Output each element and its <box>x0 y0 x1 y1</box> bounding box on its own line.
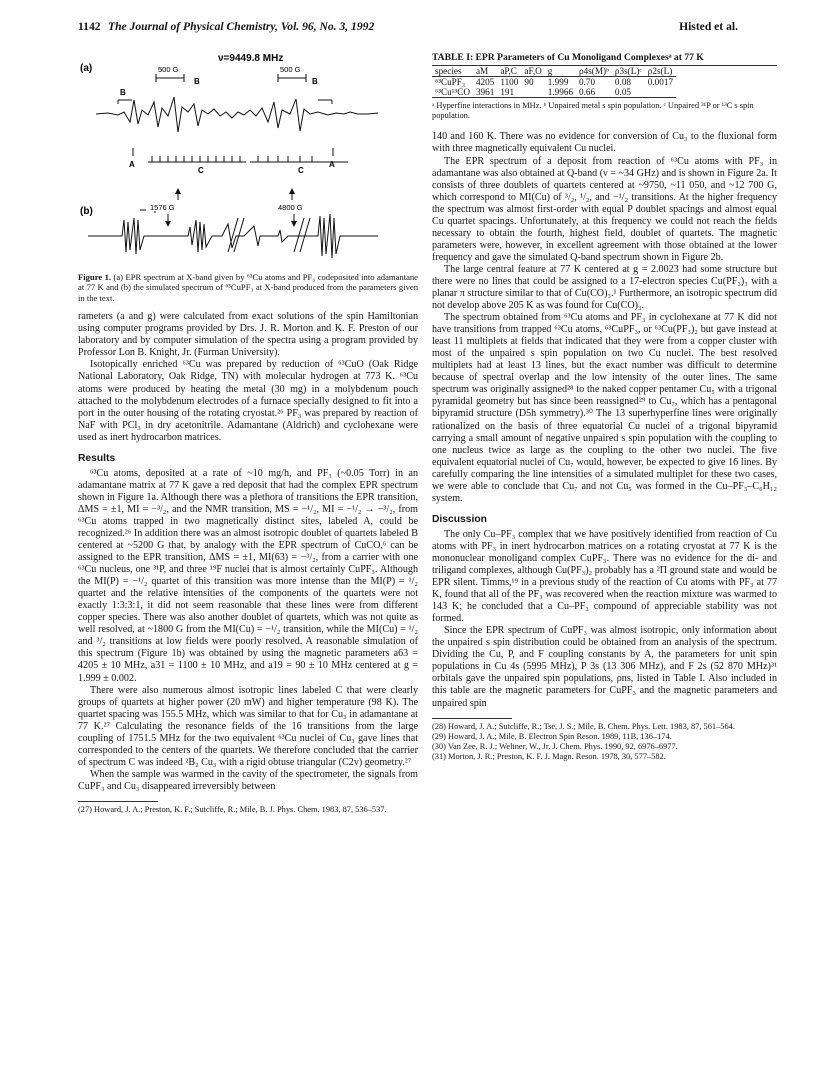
table-header-cell: g <box>547 66 553 76</box>
panel-a-label: (a) <box>80 63 93 74</box>
reference-item: (31) Morton, J. R.; Preston, K. F. J. Magn. Reson. 1978, 30, 577–582. <box>432 752 666 762</box>
table-cell: ⁶³Cu¹³CO <box>435 87 470 97</box>
epr-parameters-table <box>432 66 676 98</box>
table-cell: 90 <box>524 77 534 87</box>
reference-item: (27) Howard, J. A.; Preston, K. F.; Sutcliffe, R.; Mile, B. J. Phys. Chem. 1983, 87, 536–537. <box>78 805 387 814</box>
table-header-row <box>432 66 676 77</box>
label-C-2: C <box>298 166 304 175</box>
reference-item: (30) Van Zee, R. J.; Weltner, W., Jr. J. Chem. Phys. 1990, 92, 6976–6977. <box>432 742 678 752</box>
label-B-2: B <box>120 88 126 97</box>
table-header-cell: ρ2s(L) <box>647 66 673 76</box>
table-cell: 1.999 <box>547 77 569 87</box>
table-cell <box>645 87 676 98</box>
table-cell: 0.70 <box>579 77 596 87</box>
running-authors: Histed et al. <box>679 20 738 33</box>
results-paragraph: There were also numerous almost isotropic lines labeled C that were clearly groups of quartets at higher power (20 mW) and higher temperature (98 K). The quartet spacing was 155.5 MHz, which was similar to that for Cu₃ in adamantane at 77 K.²⁷ Calculating the resonance fields of the 16 transitions from the large coupling of 1751.5 MHz for the two equivalent ⁶³Cu nuclei of Cu₃ gave lines that corresponded to the centers of the quartets. We therefore concluded that the carrier of spectrum C was indeed ²B₂ Cu₃ with a rigid obtuse triangular (C2v) geometry.²⁷ <box>78 684 418 768</box>
table-footnote: ᵃ Hyperfine interactions in MHz. ᵇ Unpaired metal s spin population. ᶜ Unpaired ³¹P or ¹³C s spin population. <box>432 101 754 121</box>
table-cell <box>521 87 544 98</box>
panel-b-label: (b) <box>80 206 93 217</box>
label-B-3: B <box>312 77 318 86</box>
scale-bar-label-b1: 1576 G <box>150 203 175 212</box>
footnote-rule <box>78 801 158 802</box>
label-C-1: C <box>198 166 204 175</box>
figure-caption-label: Figure 1. <box>78 272 112 282</box>
table-cell: 0.08 <box>614 77 631 87</box>
table-cell: 191 <box>500 87 515 97</box>
table-header-cell: aP,C <box>500 66 517 76</box>
figure-1-epr-spectrum <box>78 52 418 267</box>
results-paragraph: When the sample was warmed in the cavity of the spectrometer, the signals from CuPF₃ and Cu₃ disappeared irreversibly between <box>78 768 418 792</box>
table-header-cell: aM <box>475 66 489 76</box>
table-cell: 0.0017 <box>647 77 674 87</box>
table-cell: 0.66 <box>579 87 596 97</box>
reference-item: (28) Howard, J. A.; Sutcliffe, R.; Tse, J. S.; Mile, B. Chem. Phys. Lett. 1983, 87, 561–564. <box>432 721 735 731</box>
page-number: 1142 <box>78 20 101 33</box>
discussion-paragraph: The only Cu–PF₃ complex that we have positively identified from reaction of Cu atoms with PF₃ in inert hydrocarbon matrices on a rotating cryostat at 77 K is the mononuclear monoligand complex CuPF₃. There was no evidence for the di- and triligand complexes, although Cu(PF₃)₂ probably has a ²Π ground state and would be EPR silent. Timms,¹⁹ in a previous study of the reaction of Cu atoms with PF₃ at 77 K, found that all of the PF₃ was recovered when the reaction mixture was warmed to 143 K; he concluded that a Cu–PF₃ compound of appreciable stability was not formed. <box>432 528 777 625</box>
label-A-2: A <box>329 160 335 169</box>
table-cell: 1100 <box>500 77 519 87</box>
right-paragraph: 140 and 160 K. There was no evidence for conversion of Cu₃ to the fluxional form with three magnetically equivalent Cu nuclei. <box>432 131 777 155</box>
left-column <box>78 52 418 815</box>
discussion-paragraph: Since the EPR spectrum of CuPF₃ was almost isotropic, only information about the unpaired s spin distribution could be obtained from an analysis of the spectrum. Dividing the Cu, P, and F coupling constants by A, the parameters for unit spin populations in Cu 4s (5995 MHz), P 3s (13 306 MHz), and F 2s (52 870 MHz)³¹ orbitals gave the unpaired spin populations, ρns, listed in Table I. Also included in this table are the magnetic parameters for CuPF₃ and the magnetic parameters and unpaired spin <box>432 625 777 709</box>
table-row <box>432 87 676 98</box>
table-header-cell: ρ4s(M)ᵇ <box>579 66 609 76</box>
table-row <box>432 77 676 88</box>
label-B-1: B <box>194 77 200 86</box>
table-cell: 4205 <box>475 77 495 87</box>
label-A-1: A <box>129 160 135 169</box>
section-heading-results: Results <box>78 452 116 464</box>
right-paragraph: The EPR spectrum of a deposit from reaction of ⁶³Cu atoms with PF₃ in adamantane was also obtained at Q-band (ν = ~34 GHz) and is shown in Figure 2a. It consists of three doublets of quartets centered at ~9750, ~11 050, and ~12 700 G, which correspond to MI(Cu) of ³/₂, ¹/₂, and −¹/₂ transitions. At the higher frequency the spectrum was almost first-order with equal P doublet spacings and almost equal Cu quartet spacings. Unfortunately, at this frequency we could not reach the fields necessary to obtain the fourth, highest field, doublet of quartets. The magnetic parameters were, however, in excellent agreement with those obtained at the lower frequency and gave the simulated Q-band spectrum shown in Figure 2b. <box>432 155 777 263</box>
right-column <box>432 52 777 763</box>
table-cell: 1.9966 <box>547 87 574 97</box>
section-heading-discussion: Discussion <box>432 513 487 525</box>
table-cell: 3961 <box>475 87 495 97</box>
right-paragraph: The spectrum obtained from ⁶³Cu atoms and PF₃ in cyclohexane at 77 K did not have transitions from trapped ⁶³Cu atoms, ⁶³CuPF₃, or ⁶³Cu(PF₃)₂ but gave instead at least 11 multiplets at fields that indicated that they were from a copper cluster with most of the unpaired s spin population on two Cu nuclei. The best resolved multiplets had at least 13 lines, but the exact number was difficult to determine because of spectral overlap and the low intensity of the outer lines. The same spectrum was originally assigned²⁸ to the naked copper pentamer Cu₅ with a trigonal pyramidal geometry but has since been reassigned²⁹ to Cu₇, which has a pentagonal bipyramid structure (D5h symmetry).³⁰ The 13 superhyperfine lines were originally rationalized on the basis of three equatorial Cu nuclei of a trigonal bipyramid carrying a small amount of negative unpaired s spin population with the coupling to one nucleus twice as large as the coupling to the other two nuclei. The five equivalent equatorial nuclei of Cu₇ would, however, be expected to give 16 lines. By carefully comparing the line intensities of a simulated multiplet for these two cases, we were able to conclude that Cu₇ and not Cu₅ was formed in the Cu–PF₃–C₆H₁₂ system. <box>432 312 777 504</box>
table-title: TABLE I: EPR Parameters of Cu Monoligand Complexesᵃ at 77 K <box>432 52 704 63</box>
journal-citation: The Journal of Physical Chemistry, Vol. 96, No. 3, 1992 <box>108 20 375 33</box>
scale-bar-label-b2: 4800 G <box>278 203 303 212</box>
table-header-cell: aF,O <box>524 66 542 76</box>
reference-item: (29) Howard, J. A.; Mile, B. Electron Spin Reson. 1989, 11B, 136–174. <box>432 731 672 741</box>
figure-frequency-label: ν=9449.8 MHz <box>218 53 284 64</box>
footnote-rule <box>432 718 512 719</box>
figure-caption-text: (a) EPR spectrum at X-band given by ⁶³Cu atoms and PF₃ codeposited into adamantane at 77 K and (b) the simulated spectrum of ⁶³CuPF₃ at X-band produced from the parameters given in the text. <box>78 272 418 303</box>
right-paragraph: The large central feature at 77 K centered at g = 2.0023 had some structure but there were no lines that could be assigned to a 17-electron species Cu(PF₃)₃ with a planar π structure similar to that of Cu(CO)₃.¹ Furthermore, an isotropic spectrum did not develop above 205 K as was found for Cu(CO)₃. <box>432 263 777 312</box>
left-paragraph: Isotopically enriched ⁶³Cu was prepared by reduction of ⁶³CuO (Oak Ridge National Laboratory, Oak Ridge, TN) with molecular hydrogen at 773 K. ⁶³Cu atoms were produced by heating the metal (30 mg) in a molybdenum pouch attached to the molybdenum electrodes of a furnace specially designed to fit into a port in the outer housing of the rotating cryostat.²⁶ PF₃ was prepared by reaction of NaF with PCl₃ in dry acetonitrile. Adamantane (Aldrich) and cyclohexane were used as inert hydrocarbon matrices. <box>78 359 418 443</box>
table-header-cell: ρ3s(L)ᶜ <box>614 66 642 76</box>
scale-bar-label-2: 500 G <box>280 65 301 74</box>
figure-caption <box>78 272 418 303</box>
table-cell: ⁶³CuPF₃ <box>435 77 466 87</box>
table-cell: 0.05 <box>614 87 631 97</box>
table-header-cell: species <box>435 66 462 76</box>
running-header <box>78 20 738 38</box>
left-paragraph: rameters (a and g) were calculated from exact solutions of the spin Hamiltonian using computer programs provided by Drs. J. R. Morton and K. F. Preston of our laboratory and by computer simulation of the spectra using a program provided by Professor Lon B. Knight, Jr. (Furman University). <box>78 311 418 359</box>
results-paragraph: ⁶³Cu atoms, deposited at a rate of ~10 mg/h, and PF₃ (~0.05 Torr) in an adamantane matrix at 77 K gave a red deposit that had the complex EPR spectrum shown in Figure 1a. Although there was a plethora of transitions the EPR transition, ΔMS = ±1, MI = −³/₂, and the NMR transition, MS = −¹/₂, MI = −¹/₂ → −³/₂, from ⁶³Cu atoms trapped in two magnetically distinct sites, labeled A, could be recognized.²⁶ In addition there was an almost isotropic doublet of quartets labeled B centered at ~5200 G that, by analogy with the EPR spectrum of CuCO,⁶ can be assigned to the EPR transition, ΔMS = ±1, MI(63) = −³/₂, from a carrier with one ⁶³Cu nucleus, one ³¹P, and three ¹⁹F nuclei that is almost certainly CuPF₃. Although the MI(P) = −¹/₂ quartet of this transition was more intense than the MI(P) = ¹/₂ quartet and the relative intensities of the components of the quartets were not exactly 1:3:3:1, it did not seem reasonable that these lines were from different copper species. There was also another doublet of quartets, which was not quite as well resolved, at ~1800 G from the MI(Cu) = −¹/₂ transition, while the MI(Cu) = ¹/₂ and ³/₂ transitions at low fields were poorly resolved. A reasonable simulation of this spectrum (Figure 1b) was obtained by using the magnetic parameters a63 = 4205 ± 10 MHz, a31 = 1100 ± 10 MHz, and a19 = 90 ± 10 MHz centered at g = 1.999 ± 0.002. <box>78 467 418 684</box>
scale-bar-label-1: 500 G <box>158 65 179 74</box>
